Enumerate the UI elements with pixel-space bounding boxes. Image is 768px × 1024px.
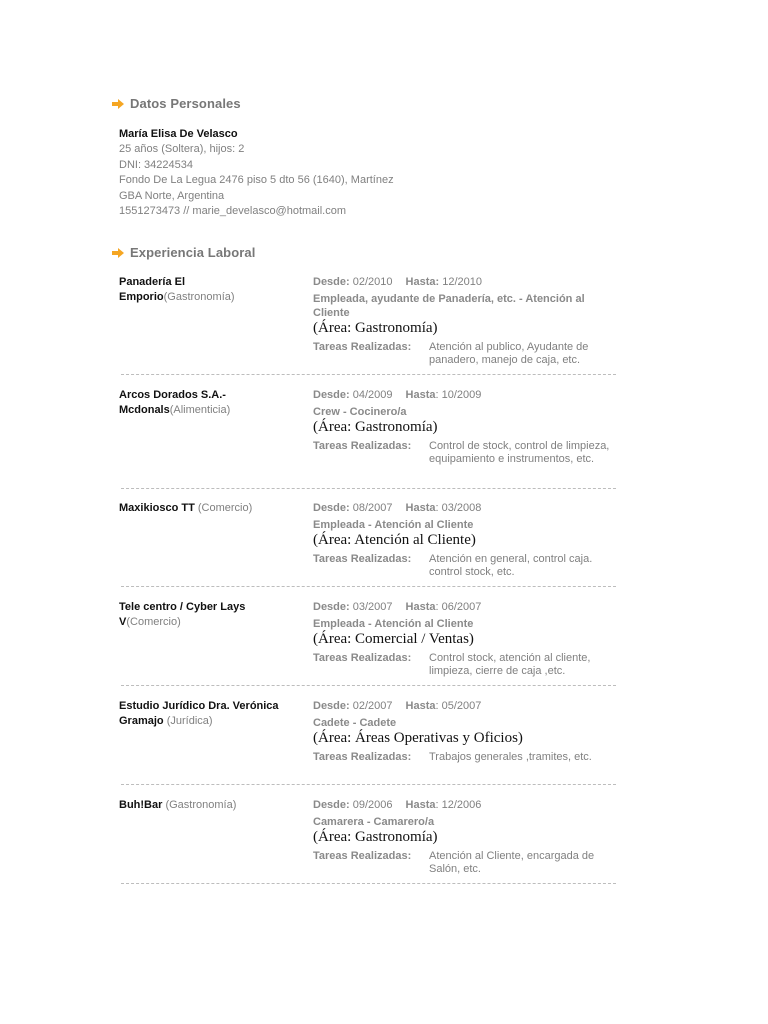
job-details (313, 699, 616, 764)
personal-line-age: 25 años (Soltera), hijos: 2 (119, 143, 245, 156)
to-label: Hasta (405, 389, 436, 401)
tasks-label: Tareas Realizadas: (313, 652, 412, 664)
section-title-personal (111, 96, 241, 111)
from-date: 03/2007 (352, 601, 393, 613)
job-dates (313, 275, 616, 290)
company-category: (Gastronomía) (162, 799, 237, 811)
to-date: : 05/2007 (435, 700, 482, 712)
job-details (313, 600, 616, 678)
job-area: (Área: Comercial / Ventas) (313, 631, 474, 647)
company-name-line: Tele centro / Cyber Lays (119, 601, 246, 613)
tasks-text: Control de stock, control de limpieza, equipamiento e instrumentos, etc. (429, 440, 610, 465)
entry-divider (121, 784, 616, 785)
to-label: Hasta (405, 799, 436, 811)
job-position: Empleada, ayudante de Panadería, etc. - Atención al Cliente (313, 293, 585, 319)
company-category: (Gastronomía) (163, 291, 235, 303)
job-area: (Área: Atención al Cliente) (313, 532, 476, 548)
company-name-line: Maxikiosco TT (119, 502, 195, 514)
tasks-label: Tareas Realizadas: (313, 553, 412, 565)
job-area: (Área: Gastronomía) (313, 829, 438, 845)
company-name-line: Panadería El (119, 276, 186, 288)
to-label: Hasta (405, 700, 436, 712)
company-category: (Comercio) (126, 616, 181, 628)
to-date: 12/2010 (442, 276, 482, 288)
job-details (313, 388, 616, 466)
job-area: (Área: Gastronomía) (313, 320, 438, 336)
tasks-text: Atención en general, control caja. control stock, etc. (429, 553, 593, 578)
job-position: Crew - Cocinero/a (313, 406, 407, 418)
section-title-text: Experiencia Laboral (130, 245, 256, 260)
tasks-label: Tareas Realizadas: (313, 850, 412, 862)
from-date: 08/2007 (352, 502, 393, 514)
entry-divider (121, 374, 616, 375)
job-area: (Área: Gastronomía) (313, 419, 438, 435)
from-label: Desde: (313, 700, 350, 712)
tasks-text: Control stock, atención al cliente, limpieza, cierre de caja ,etc. (429, 652, 591, 677)
company-category: (Comercio) (194, 502, 253, 514)
job-tasks (313, 553, 616, 579)
tasks-label: Tareas Realizadas: (313, 341, 412, 353)
tasks-label: Tareas Realizadas: (313, 440, 412, 452)
personal-line-region: GBA Norte, Argentina (119, 189, 225, 202)
job-position: Cadete - Cadete (313, 717, 397, 729)
entry-divider (121, 586, 616, 587)
job-position: Camarera - Camarero/a (313, 816, 435, 828)
from-label: Desde: (313, 799, 350, 811)
from-label: Desde: (313, 389, 350, 401)
company-name-line: Mcdonals (119, 404, 170, 416)
entry-divider (121, 685, 616, 686)
section-title-text: Datos Personales (130, 96, 241, 111)
job-area: (Área: Áreas Operativas y Oficios) (313, 730, 523, 746)
job-dates (313, 501, 616, 516)
from-label: Desde: (313, 502, 350, 514)
job-tasks (313, 652, 616, 678)
person-name: María Elisa De Velasco (119, 128, 238, 140)
company-name-line: Emporio (119, 291, 164, 303)
tasks-text: Atención al publico, Ayudante de panadero, manejo de caja, etc. (429, 341, 589, 366)
from-date: 04/2009 (352, 389, 393, 401)
company-name-line: Buh!Bar (119, 799, 163, 811)
personal-line-dni: DNI: 34224534 (119, 158, 193, 171)
company-name-line: V (119, 616, 127, 628)
company-category: (Alimenticia) (169, 404, 231, 416)
job-company (119, 600, 301, 630)
from-date: 02/2010 (352, 276, 393, 288)
job-dates (313, 388, 616, 403)
personal-line-address: Fondo De La Legua 2476 piso 5 dto 56 (1640), Martínez (119, 174, 394, 187)
to-label: Hasta: (405, 276, 440, 288)
to-date: : 10/2009 (435, 389, 482, 401)
company-name-line: Arcos Dorados S.A.- (119, 389, 226, 401)
job-details (313, 275, 616, 367)
job-position: Empleada - Atención al Cliente (313, 618, 474, 630)
job-company (119, 501, 301, 516)
job-company (119, 388, 301, 418)
company-category: (Jurídica) (163, 715, 213, 727)
entry-divider (121, 488, 616, 489)
job-details (313, 798, 616, 876)
job-dates (313, 699, 616, 714)
job-company (119, 275, 301, 305)
job-tasks (313, 850, 616, 876)
entry-divider (121, 883, 616, 884)
right-arrow-icon (111, 247, 125, 259)
from-date: 09/2006 (352, 799, 393, 811)
personal-line-contact: 1551273473 // marie_develasco@hotmail.com (119, 205, 347, 218)
section-title-experience (111, 245, 255, 260)
job-dates (313, 600, 616, 615)
job-position: Empleada - Atención al Cliente (313, 519, 474, 531)
job-tasks (313, 440, 616, 466)
job-details (313, 501, 616, 579)
job-tasks (313, 341, 616, 367)
company-name-line: Estudio Jurídico Dra. Verónica (119, 700, 279, 712)
right-arrow-icon (111, 98, 125, 110)
personal-data (119, 127, 394, 219)
from-label: Desde: (313, 276, 350, 288)
to-label: Hasta (405, 502, 436, 514)
to-date: : 12/2006 (435, 799, 482, 811)
job-company (119, 798, 301, 813)
tasks-label: Tareas Realizadas: (313, 751, 412, 763)
job-tasks (313, 751, 616, 764)
to-date: : 03/2008 (435, 502, 482, 514)
tasks-text: Atención al Cliente, encargada de Salón, etc. (429, 850, 595, 875)
from-label: Desde: (313, 601, 350, 613)
job-company (119, 699, 301, 729)
tasks-text: Trabajos generales ,tramites, etc. (429, 751, 592, 763)
to-date: : 06/2007 (435, 601, 482, 613)
job-dates (313, 798, 616, 813)
company-name-line: Gramajo (119, 715, 164, 727)
from-date: 02/2007 (352, 700, 393, 712)
to-label: Hasta (405, 601, 436, 613)
